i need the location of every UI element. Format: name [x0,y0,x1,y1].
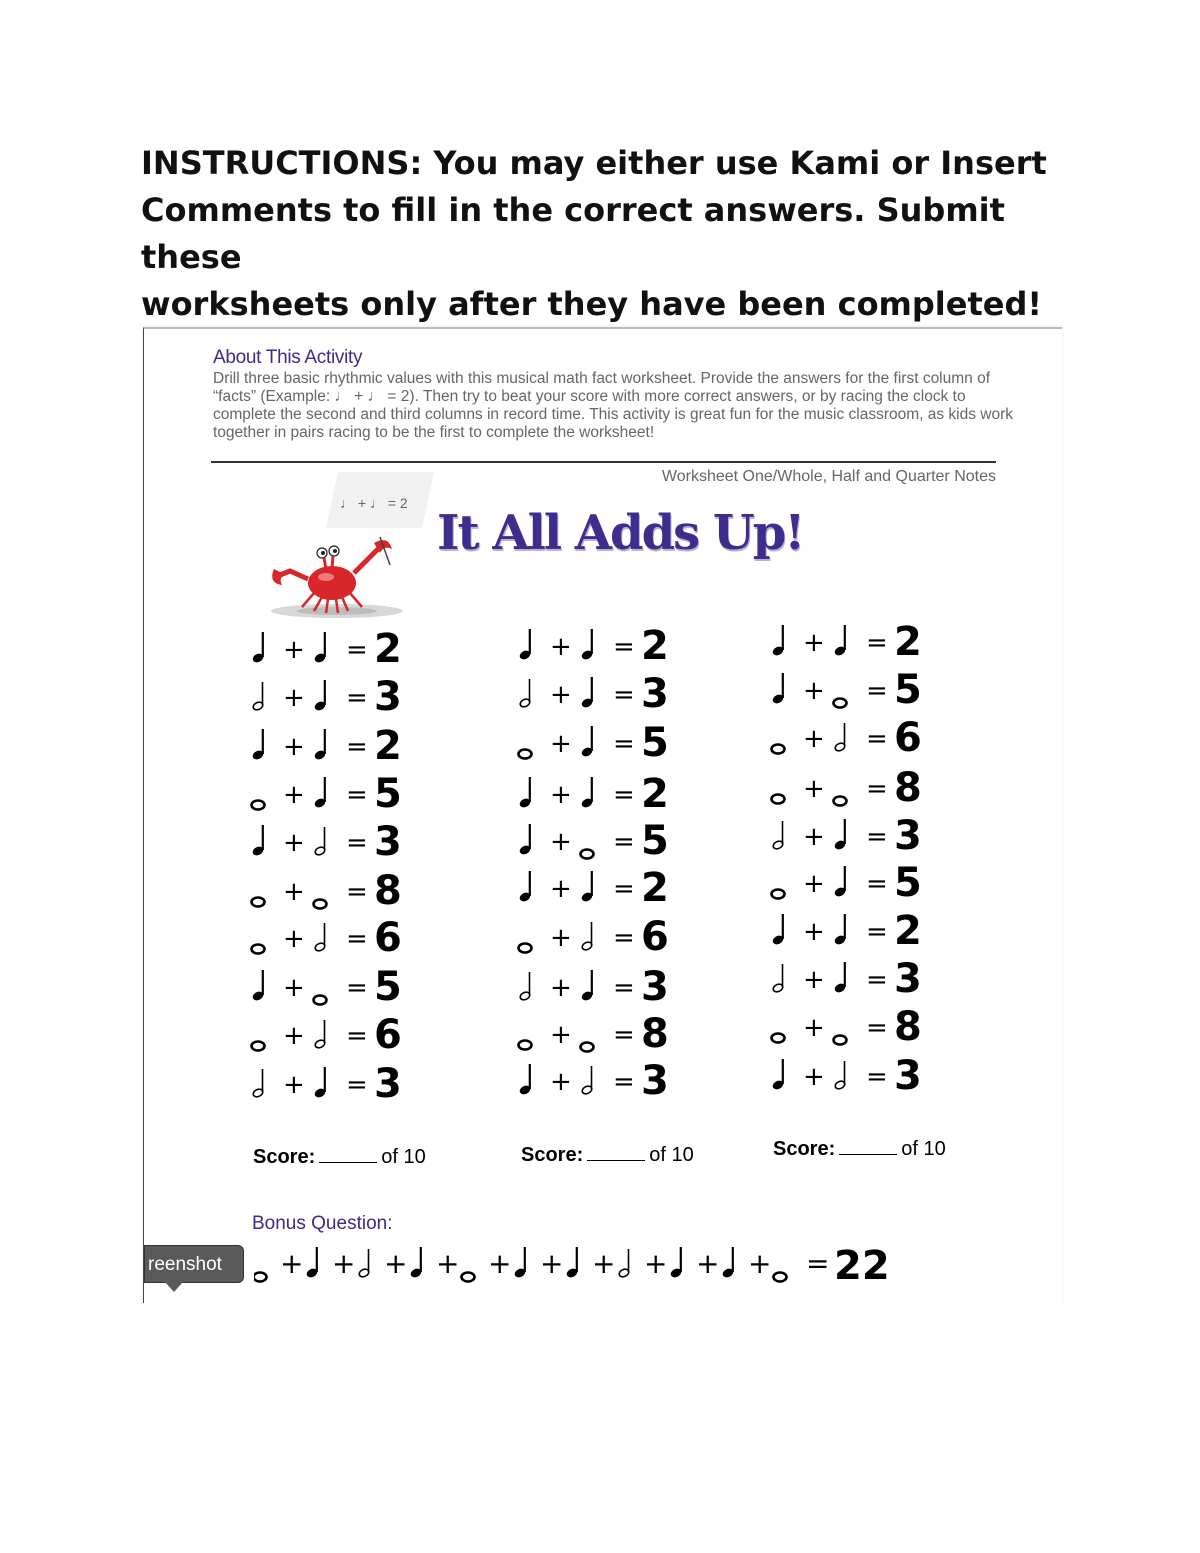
quarter-note-icon [771,625,784,657]
plus-sign: + [803,676,825,706]
bonus-equation [254,1241,894,1289]
answer-value: 8 [894,765,922,807]
quarter-note-icon [313,777,326,809]
worksheet-image [143,327,1062,1303]
equals-sign: = [806,1247,830,1280]
fact-c3-r1 [770,617,940,661]
instructions-line-1: INSTRUCTIONS: You may either use Kami or Insert [141,144,1047,182]
quarter-note-icon [833,625,846,657]
equals-sign: = [613,729,635,759]
fact-row [770,763,940,807]
whole-note-icon [774,1273,787,1282]
fact-row [250,913,420,957]
quarter-note-icon [833,914,846,946]
score-blank[interactable] [587,1159,645,1161]
plus-sign: + [550,1067,572,1097]
bonus-answer: 22 [834,1243,890,1289]
whole-note-icon [772,745,785,754]
quarter-note-icon [251,825,264,857]
equals-sign: = [346,877,368,907]
fact-c3-r7 [770,906,940,950]
plus-sign: + [550,973,572,1003]
whole-note-icon [834,797,847,806]
equals-sign: = [613,1020,635,1050]
score-label: Score: [773,1138,836,1160]
fact-c3-r4 [770,763,940,807]
whole-note-icon [252,898,265,907]
equals-sign: = [613,680,635,710]
equals-sign: = [866,774,888,804]
equals-sign: = [866,917,888,947]
fact-c3-r5 [770,811,940,855]
fact-row [517,912,687,956]
equals-sign: = [613,632,635,662]
half-note-icon [772,964,784,993]
quarter-note-icon [313,632,326,664]
answer-value: 2 [894,908,922,950]
fact-c1-r10 [250,1059,420,1103]
quarter-note-icon [313,680,326,712]
answer-value: 2 [374,626,402,668]
answer-value: 5 [641,818,669,860]
equals-sign: = [613,827,635,857]
divider [211,461,996,463]
quarter-note-icon [518,629,531,661]
quarter-note-icon [518,824,531,856]
quarter-note-icon [251,970,264,1002]
equals-sign: = [613,973,635,1003]
about-body: Drill three basic rhythmic values with this musical math fact worksheet. Provide the answers for the first column of “facts” (Example: ♩ + ♩ = 2). Then try to beat your score with more correct answers, or by racing the clock to complete the second and third columns in record time. This activity is great fun for the music classroom, as kids work together in pairs racing to be the first to complete the worksheet! [213,370,1014,441]
fact-row [250,769,420,813]
answer-value: 6 [894,715,922,757]
answer-value: 2 [374,723,402,765]
whole-note-icon [252,1042,265,1051]
answer-value: 3 [641,1058,669,1100]
whole-note-icon [519,944,532,953]
quarter-note-icon [251,632,264,664]
equals-sign: = [613,780,635,810]
bonus-label: Bonus Question: [252,1213,393,1234]
fact-row [770,1002,940,1046]
fact-c1-r9 [250,1010,420,1054]
quarter-note-icon [518,871,531,903]
plus-sign: + [283,780,305,810]
quarter-note-icon [771,673,784,705]
fact-c1-r5 [250,817,420,861]
answer-value: 3 [374,674,402,716]
plus-sign: + [283,1021,305,1051]
fact-row [770,617,940,661]
answer-value: 2 [894,619,922,661]
score-column-1 [253,1146,426,1169]
answer-value: 3 [641,671,669,713]
half-note-icon [834,723,846,752]
answer-value: 2 [641,771,669,813]
answer-value: 3 [374,819,402,861]
answer-value: 5 [374,771,402,813]
equals-sign: = [613,923,635,953]
plus-sign: + [803,965,825,995]
screenshot-button[interactable]: reenshot [144,1245,244,1283]
half-note-icon [834,1061,846,1090]
fact-row [517,816,687,860]
about-title: About This Activity [213,347,363,368]
quarter-note-icon [580,970,593,1002]
fact-row [770,1051,940,1095]
plus-sign: + [550,780,572,810]
fact-c3-r6 [770,858,940,902]
half-note-icon [314,1020,326,1049]
equals-sign: = [866,822,888,852]
answer-value: 5 [374,964,402,1006]
equals-sign: = [613,874,635,904]
whole-note-icon [252,945,265,954]
score-suffix: of 10 [901,1138,946,1160]
plus-sign: + [803,917,825,947]
half-note-icon [581,922,593,951]
equals-sign: = [866,869,888,899]
half-note-icon [519,679,531,708]
score-blank[interactable] [839,1153,897,1155]
whole-note-icon [519,1041,532,1050]
whole-note-icon [772,1034,785,1043]
plus-sign: + [283,924,305,954]
fact-c1-r8 [250,962,420,1006]
half-note-icon [772,821,784,850]
score-blank[interactable] [319,1161,377,1163]
fact-c2-r6 [517,863,687,907]
quarter-note-icon [580,677,593,709]
fact-c2-r4 [517,769,687,813]
fact-row [250,866,420,910]
fact-row [517,718,687,762]
fact-c2-r1 [517,621,687,665]
fact-row [517,1056,687,1100]
answer-value: 6 [374,1012,402,1054]
fact-row [250,624,420,668]
fact-c1-r4 [250,769,420,813]
fact-c2-r8 [517,962,687,1006]
instructions [141,140,1071,328]
plus-sign: + [592,1247,616,1280]
half-note-icon [252,1069,264,1098]
plus-sign: + [550,680,572,710]
quarter-note-icon [771,1059,784,1091]
score-column-3 [773,1138,946,1161]
fact-row [770,954,940,998]
score-column-2 [521,1144,694,1167]
plus-sign: + [283,732,305,762]
answer-value: 6 [374,915,402,957]
quarter-note-icon [518,777,531,809]
fact-row [250,721,420,765]
plus-sign: + [488,1247,512,1280]
equals-sign: = [866,1062,888,1092]
plus-sign: + [550,874,572,904]
fact-c2-r9 [517,1009,687,1053]
equals-sign: = [866,628,888,658]
equals-sign: = [346,973,368,1003]
plus-sign: + [283,973,305,1003]
equals-sign: = [346,1070,368,1100]
fact-row [250,817,420,861]
quarter-note-icon [409,1247,422,1279]
answer-value: 3 [894,1053,922,1095]
fact-c3-r9 [770,1002,940,1046]
plus-sign: + [283,635,305,665]
plus-sign: + [283,1070,305,1100]
crab-mascot-icon [262,531,412,621]
equals-sign: = [346,635,368,665]
half-note-icon [314,827,326,856]
half-note-icon [358,1249,370,1278]
fact-c1-r1 [250,624,420,668]
answer-value: 3 [894,956,922,998]
plus-sign: + [803,1013,825,1043]
plus-sign: + [550,827,572,857]
fact-row [770,713,940,757]
quarter-note-icon [565,1247,578,1279]
plus-sign: + [283,683,305,713]
fact-c1-r6 [250,866,420,910]
fact-c3-r10 [770,1051,940,1095]
fact-row [517,621,687,665]
plus-sign: + [283,877,305,907]
instructions-line-3: worksheets only after they have been completed! [141,285,1042,323]
quarter-note-icon [580,726,593,758]
plus-sign: + [803,1062,825,1092]
fact-c1-r7 [250,913,420,957]
whole-note-icon [834,699,847,708]
fact-row [770,665,940,709]
bonus-question [254,1241,894,1294]
answer-value: 3 [641,964,669,1006]
fact-c3-r3 [770,713,940,757]
equals-sign: = [613,1067,635,1097]
fact-row [250,672,420,716]
equals-sign: = [346,924,368,954]
plus-sign: + [384,1247,408,1280]
plus-sign: + [436,1247,460,1280]
fact-c2-r3 [517,718,687,762]
answer-value: 5 [894,667,922,709]
answer-value: 2 [641,623,669,665]
fact-row [517,962,687,1006]
plus-sign: + [696,1247,720,1280]
score-label: Score: [253,1146,316,1168]
fact-c2-r10 [517,1056,687,1100]
quarter-note-icon [251,729,264,761]
answer-value: 2 [641,865,669,907]
plus-sign: + [550,923,572,953]
quarter-note-icon [313,729,326,761]
fact-c2-r7 [517,912,687,956]
quarter-note-icon [580,777,593,809]
whole-note-icon [252,801,265,810]
whole-note-icon [519,750,532,759]
score-suffix: of 10 [649,1144,694,1166]
fact-row [250,962,420,1006]
answer-value: 8 [374,868,402,910]
plus-sign: + [540,1247,564,1280]
plus-sign: + [803,869,825,899]
score-suffix: of 10 [381,1146,426,1168]
whole-note-icon [254,1273,267,1282]
answer-value: 6 [641,914,669,956]
quarter-note-icon [833,866,846,898]
quarter-note-icon [580,871,593,903]
quarter-note-icon [771,914,784,946]
plus-sign: + [550,632,572,662]
fact-c1-r2 [250,672,420,716]
fact-row [250,1010,420,1054]
equals-sign: = [346,828,368,858]
whole-note-icon [581,1043,594,1052]
plus-sign: + [283,828,305,858]
whole-note-icon [314,996,327,1005]
plus-sign: + [550,729,572,759]
equals-sign: = [346,683,368,713]
answer-value: 3 [894,813,922,855]
fact-row [517,1009,687,1053]
fact-c3-r8 [770,954,940,998]
half-note-icon [581,1066,593,1095]
plus-sign: + [550,1020,572,1050]
equals-sign: = [346,780,368,810]
answer-value: 8 [641,1011,669,1053]
answer-value: 5 [641,720,669,762]
quarter-note-icon [580,629,593,661]
quarter-note-icon [305,1247,318,1279]
quarter-note-icon [833,819,846,851]
whole-note-icon [581,850,594,859]
instructions-line-2: Comments to fill in the correct answers. Submit these [141,191,1005,276]
answer-value: 8 [894,1004,922,1046]
worksheet-label: Worksheet One/Whole, Half and Quarter Notes [661,468,996,485]
equals-sign: = [866,724,888,754]
whole-note-icon [772,795,785,804]
fact-row [250,1059,420,1103]
plus-sign: + [803,774,825,804]
equals-sign: = [866,965,888,995]
fact-row [517,769,687,813]
quarter-note-icon [313,1067,326,1099]
plus-sign: + [280,1247,304,1280]
fact-row [770,858,940,902]
fact-c2-r2 [517,669,687,713]
half-note-icon [252,682,264,711]
fact-c1-r3 [250,721,420,765]
page-title: It All Adds Up! [437,505,804,561]
answer-value: 3 [374,1061,402,1103]
equals-sign: = [346,1021,368,1051]
half-note-icon [314,923,326,952]
fact-c2-r5 [517,816,687,860]
fact-row [517,669,687,713]
quarter-note-icon [833,962,846,994]
plus-sign: + [803,822,825,852]
fact-row [770,906,940,950]
quarter-note-icon [721,1247,734,1279]
plus-sign: + [803,628,825,658]
half-note-icon [618,1249,630,1278]
fact-row [517,863,687,907]
fact-c3-r2 [770,665,940,709]
example-text: ♩ + ♩ = 2 [340,495,408,511]
answer-value: 5 [894,860,922,902]
whole-note-icon [314,900,327,909]
quarter-note-icon [518,1064,531,1096]
whole-note-icon [772,890,785,899]
whole-note-icon [462,1273,475,1282]
equals-sign: = [866,1013,888,1043]
plus-sign: + [332,1247,356,1280]
plus-sign: + [803,724,825,754]
score-label: Score: [521,1144,584,1166]
fact-row [770,811,940,855]
quarter-note-icon [669,1247,682,1279]
equals-sign: = [346,732,368,762]
half-note-icon [519,972,531,1001]
plus-sign: + [748,1247,772,1280]
quarter-note-icon [513,1247,526,1279]
whole-note-icon [834,1036,847,1045]
plus-sign: + [644,1247,668,1280]
equals-sign: = [866,676,888,706]
